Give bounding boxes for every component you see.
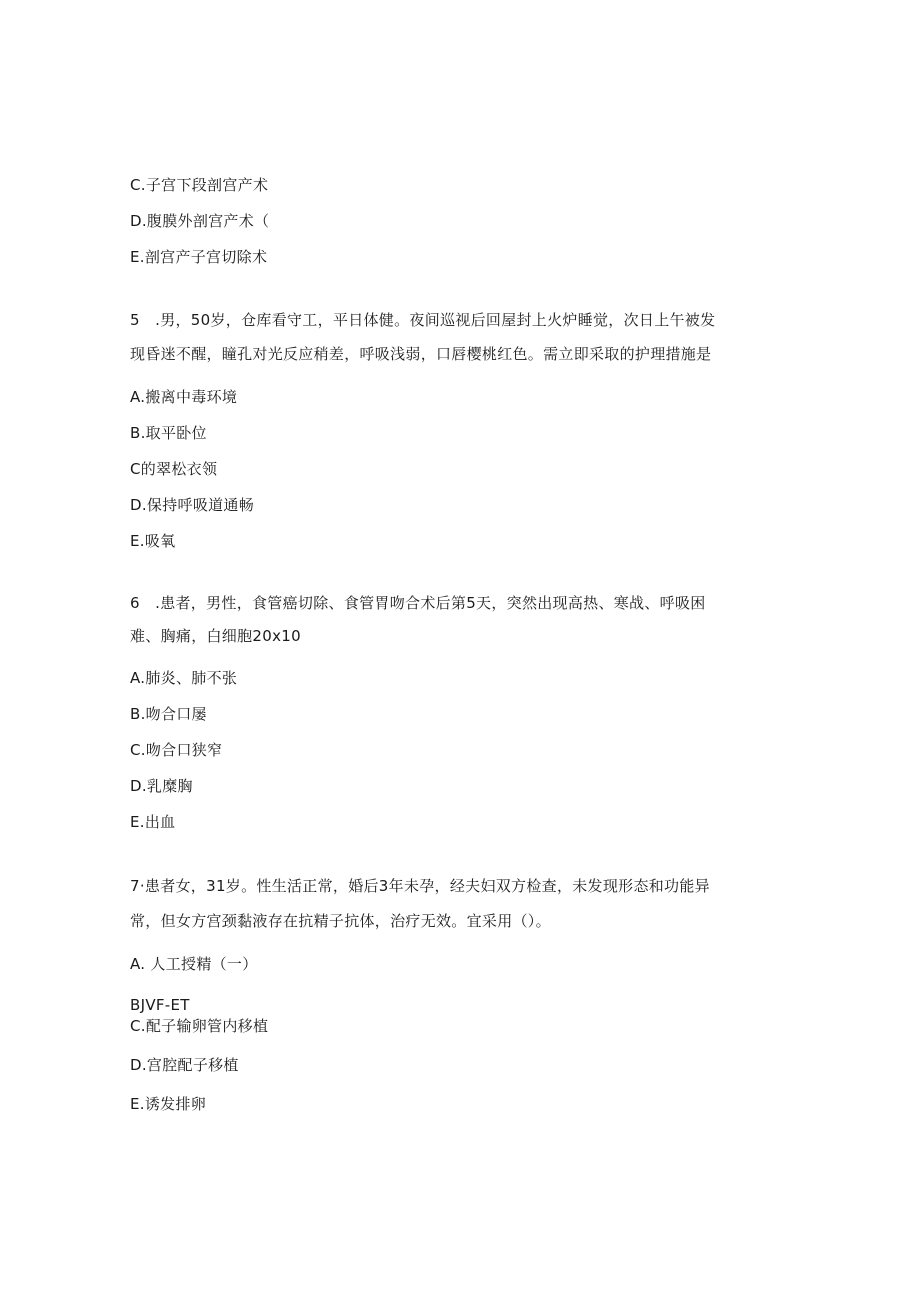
q5-option-b: B.取平卧位	[130, 424, 207, 442]
q6-option-d: D.乳糜胸	[130, 777, 193, 795]
q7-stem-line2: 常，但女方宫颈黏液存在抗精子抗体，治疗无效。宜采用（）。	[130, 912, 551, 930]
q5-stem-line2: 现昏迷不醒，瞳孔对光反应稍差，呼吸浅弱，口唇樱桃红色。需立即采取的护理措施是	[130, 345, 712, 363]
q4-option-c: C.子宫下段剖宫产术	[130, 176, 269, 194]
q7-option-d: D.宫腔配子移植	[130, 1056, 239, 1074]
q5-option-d: D.保持呼吸道通畅	[130, 496, 255, 514]
q4-option-d: D.腹膜外剖宫产术（	[130, 212, 270, 230]
q6-stem-line1: 6 .患者，男性，食管癌切除、食管胃吻合术后第5天，突然出现高热、寒战、呼吸困	[130, 594, 706, 612]
q6-stem-line2: 难、胸痛，白细胞20x10	[130, 627, 301, 645]
q6-option-b: B.吻合口屡	[130, 705, 207, 723]
q6-option-c: C.吻合口狭窄	[130, 741, 223, 759]
q7-stem-line1: 7·患者女，31岁。性生活正常，婚后3年未孕，经夫妇双方检查，未发现形态和功能异	[130, 877, 710, 895]
q5-option-a: A.搬离中毒环境	[130, 388, 238, 406]
q7-option-a: A. 人工授精（一）	[130, 955, 258, 973]
q5-option-e: E.吸氧	[130, 532, 176, 550]
q4-option-e: E.剖宫产子宫切除术	[130, 248, 268, 266]
q5-stem-line1: 5 .男，50岁，仓库看守工，平日体健。夜间巡视后回屋封上火炉睡觉，次日上午被发	[130, 311, 716, 329]
q7-option-e: E.诱发排卵	[130, 1095, 207, 1113]
q5-option-c: C的翠松衣领	[130, 460, 218, 478]
q7-option-b: BJVF-ET	[130, 996, 190, 1014]
q6-option-e: E.出血	[130, 813, 176, 831]
q7-option-c: C.配子输卵管内移植	[130, 1017, 269, 1035]
q6-option-a: A.肺炎、肺不张	[130, 669, 238, 687]
